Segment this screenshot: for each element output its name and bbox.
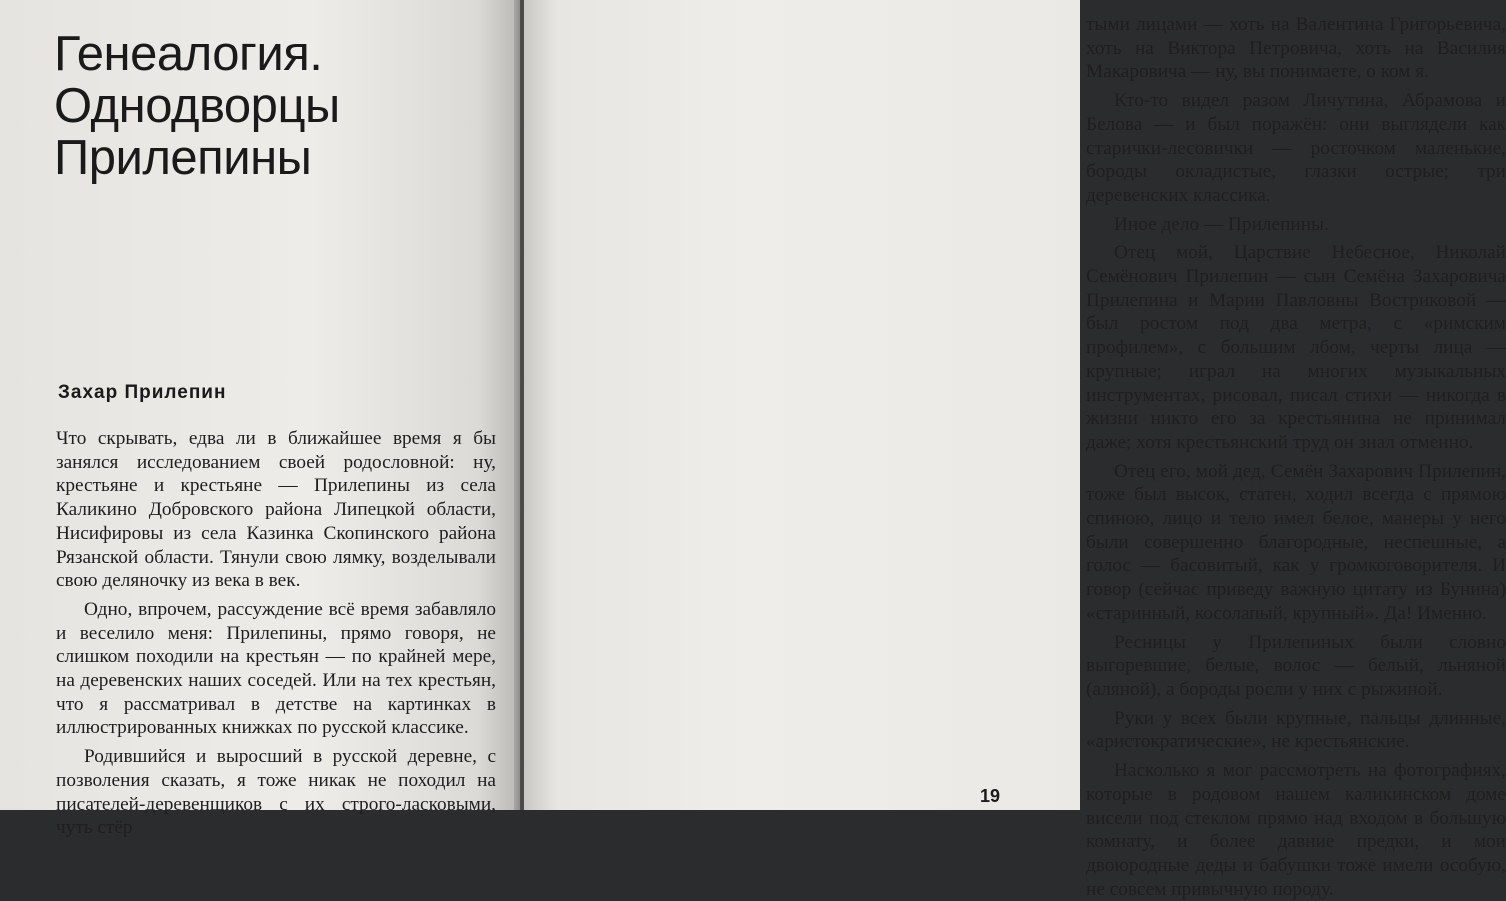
left-page: [0, 0, 520, 839]
right-body-text: [1086, 13, 1506, 901]
author-name: Захар Прилепин: [58, 382, 227, 403]
page-number: 19: [980, 786, 1001, 806]
chapter-title: [54, 28, 340, 184]
paragraph: Отец мой, Царствие Небесное, Николай Семёнович Прилепин — сын Семёна Захаровича Прилепина и Марии Павловны Востриковой — был ростом под два метра, с «римским профилем», с большим лбом, черты лица — крупные; играл на многих музыкальных инструментах, рисовал, писал стихи — никогда в жизни никто его за крестьянина не принимал даже; хотя крестьянский труд он знал отменно.: [1086, 242, 1506, 453]
chapter-title-line: Генеалогия.: [54, 27, 323, 81]
paragraph: Иное дело — Прилепины.: [1114, 213, 1329, 235]
right-page: [524, 0, 1506, 900]
paragraph: Отец его, мой дед, Семён Захарович Прилепин, тоже был высок, статен, ходил всегда с прямою спиною, лицо и тело имел белое, манеры у него были совершенно благородные, неспешные, а голос — басовитый, как у громкоговорителя. И говор (сейчас приведу важную цитату из Бунина) «старинный, косолапый, крупный». Да! Именно.: [1086, 460, 1506, 624]
chapter-title-line: Прилепины: [54, 131, 312, 185]
paragraph: Кто-то видел разом Личутина, Абрамова и Белова — и был поражён: они выглядели как старички-лесовички — росточком маленькие, бороды окладистые, глазки острые; три деревенских классика.: [1086, 90, 1506, 206]
paragraph: Насколько я мог рассмотреть на фотографиях, которые в родовом нашем каликинском доме висели под стеклом прямо над входом в большую комнату, и более давние предки, и мои двоюродные деды и бабушки тоже имели особую, не совсем привычную породу.: [1086, 760, 1506, 900]
paragraph: Ресницы у Прилепиных были словно выгоревшие, белые, волос — белый, льняной (аляной), а бороды росли у них с рыжиной.: [1086, 631, 1506, 700]
chapter-title-line: Однодворцы: [54, 79, 340, 133]
paragraph: Что скрывать, едва ли в ближайшее время я бы занялся исследованием своей родословной: ну, крестьяне и крестьяне — Прилепины из села Каликино Добровского района Липецкой области, Нисифировы из села Казинка Скопинского района Рязанской области. Тянули свою лямку, возделывали свою деляночку из века в век.: [56, 428, 496, 592]
left-body-text: [56, 427, 496, 840]
paragraph: Родившийся и выросший в русской деревне, с позволения сказать, я тоже никак не походил на писателей-деревенщиков с их строго-ласковыми, чуть стёр: [56, 746, 496, 839]
paragraph: Одно, впрочем, рассуждение всё время забавляло и веселило меня: Прилепины, прямо говоря, не слишком походили на крестьян — по крайней мере, на деревенских наших соседей. Или на тех крестьян, что я рассматривал в детстве на картинках в иллюстрированных книжках по русской классике.: [56, 598, 496, 739]
paragraph: тыми лицами — хоть на Валентина Григорьевича, хоть на Виктора Петровича, хоть на Василия Макаровича — ну, вы понимаете, о ком я.: [1086, 14, 1506, 83]
paragraph: Руки у всех были крупные, пальцы длинные, «аристократические», не крестьянские.: [1086, 707, 1506, 753]
